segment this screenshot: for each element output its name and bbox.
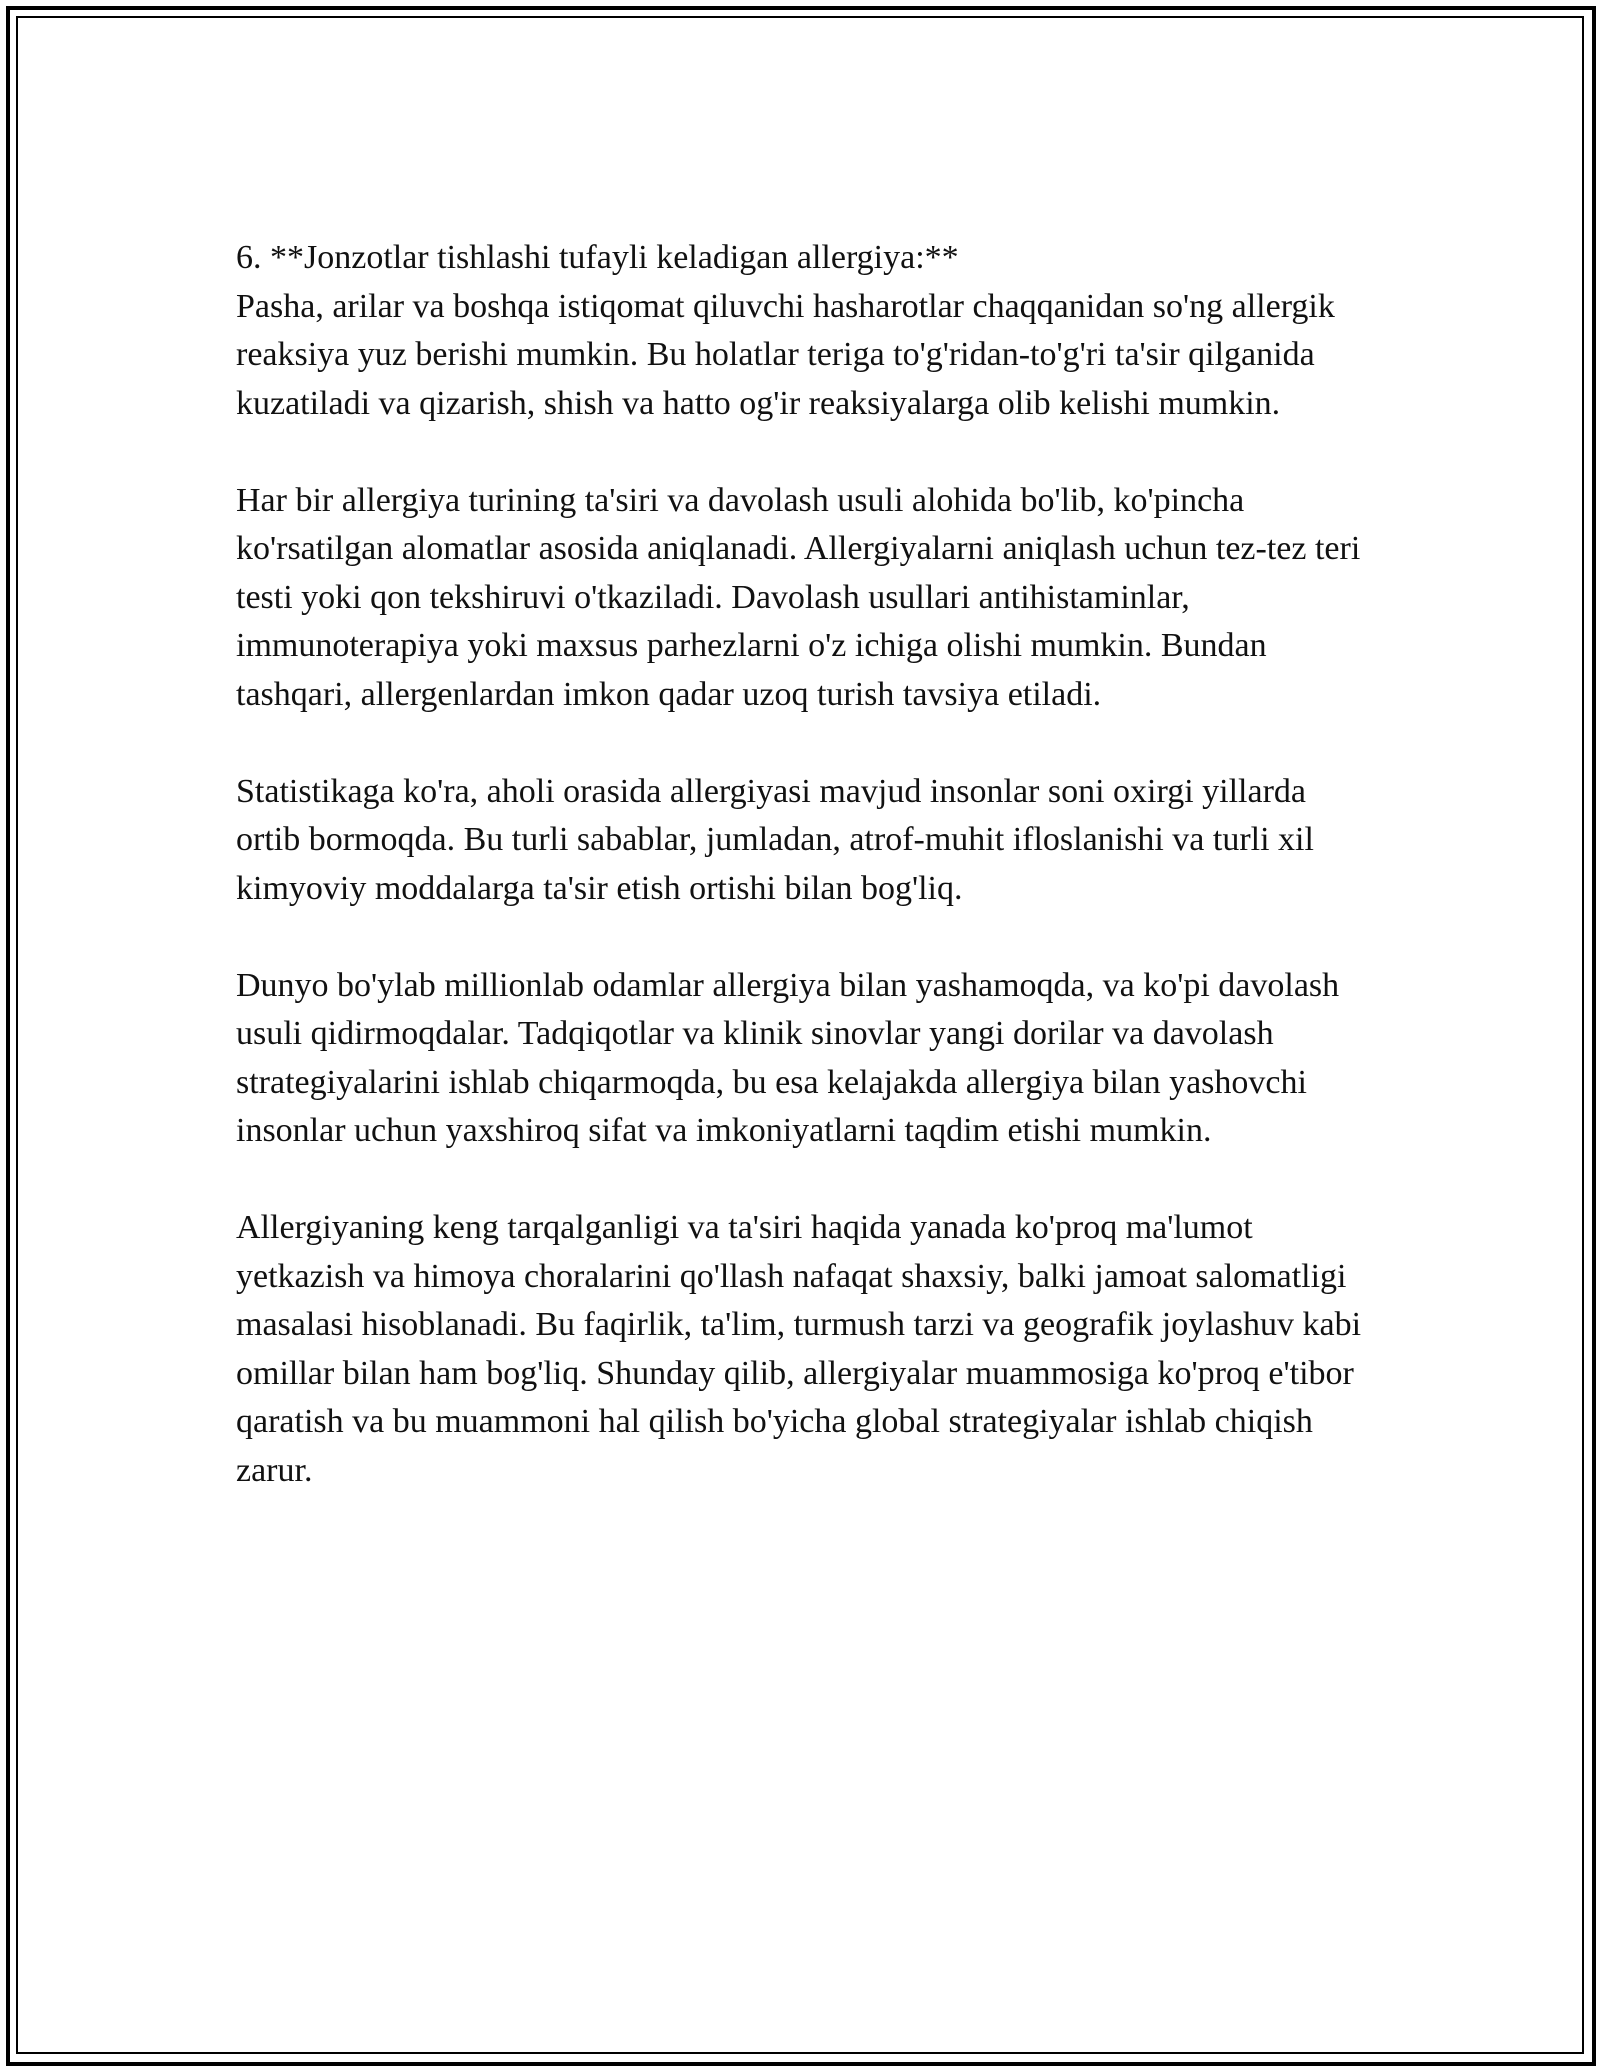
paragraph-insect-bite-allergy: 6. **Jonzotlar tishlashi tufayli keladigan allergiya:** Pasha, arilar va boshqa istiqomat qiluvchi hasharotlar chaqqanidan so'ng allergik reaksiya yuz berishi mumkin. Bu holatlar teriga to'g'ridan-to'g'ri ta'sir qilganida kuzatiladi va qizarish, shish va hatto og'ir reaksiyalarga olib kelishi mumkin. [236, 239, 1335, 422]
paragraph-statistics: Statistikaga ko'ra, aholi orasida allergiyasi mavjud insonlar soni oxirgi yillarda ortib bormoqda. Bu turli sabablar, jumladan, atrof-muhit ifloslanishi va turli xil kimyoviy moddalarga ta'sir etish ortishi bilan bog'liq. [236, 772, 1314, 907]
paragraph-public-health: Allergiyaning keng tarqalganligi va ta'siri haqida yanada ko'proq ma'lumot yetkazish va himoya choralarini qo'llash nafaqat shaxsiy, balki jamoat salomatligi masalasi hisoblanadi. Bu faqirlik, ta'lim, turmush tarzi va geografik joylashuv kabi omillar bilan ham bog'liq. Shunday qilib, allergiyalar muammosiga ko'proq e'tibor qaratish va bu muammoni hal qilish bo'yicha global strategiyalar ishlab chiqish zarur. [236, 1209, 1362, 1489]
paragraph-research: Dunyo bo'ylab millionlab odamlar allergiya bilan yashamoqda, va ko'pi davolash usuli qidirmoqdalar. Tadqiqotlar va klinik sinovlar yangi dorilar va davolash strategiyalarini ishlab chiqarmoqda, bu esa kelajakda allergiya bilan yashovchi insonlar uchun yaxshiroq sifat va imkoniyatlarni taqdim etishi mumkin. [236, 966, 1340, 1149]
document-body [236, 234, 1376, 1495]
paragraph-treatment: Har bir allergiya turining ta'siri va davolash usuli alohida bo'lib, ko'pincha ko'rsatilgan alomatlar asosida aniqlanadi. Allergiyalarni aniqlash uchun tez-tez teri testi yoki qon tekshiruvi o'tkaziladi. Davolash usullari antihistaminlar, immunoterapiya yoki maxsus parhezlarni o'z ichiga olishi mumkin. Bundan tashqari, allergenlardan imkon qadar uzoq turish tavsiya etiladi. [236, 481, 1361, 713]
